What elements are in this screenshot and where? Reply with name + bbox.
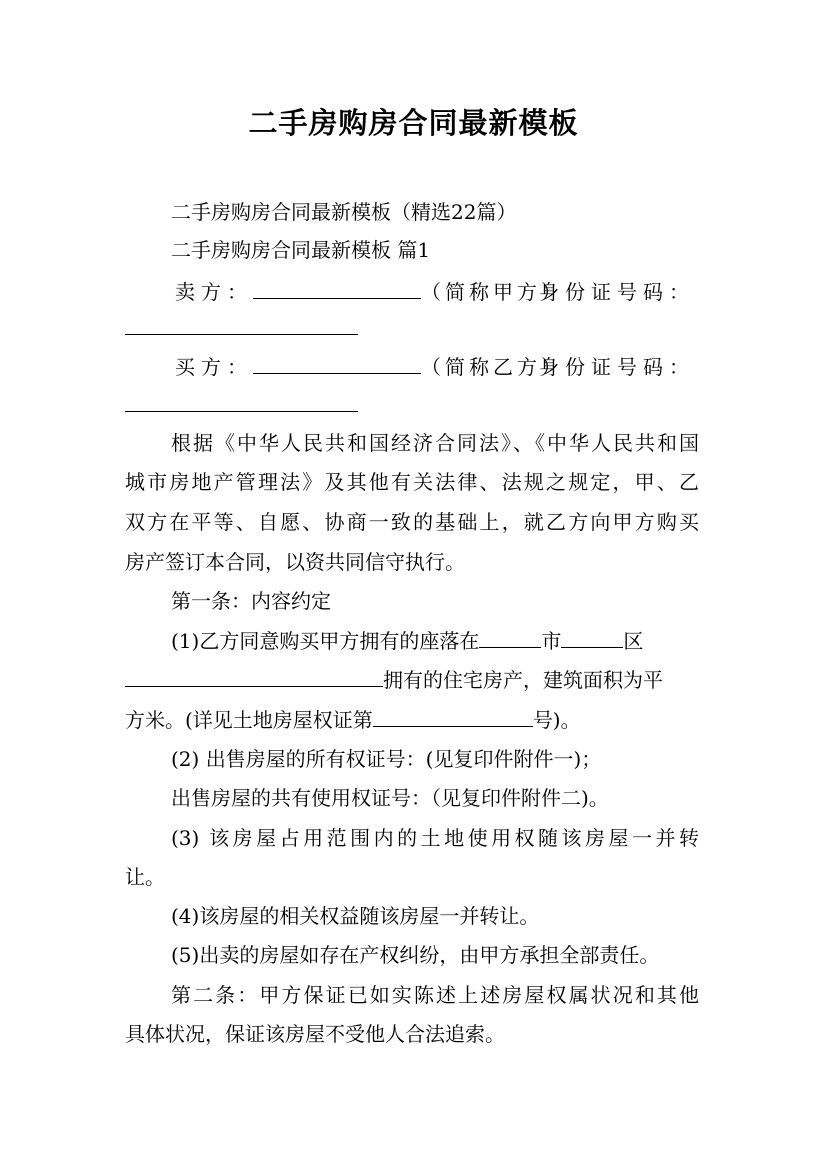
item1-line-3 — [125, 706, 581, 734]
buyer-label: 买方： — [175, 355, 253, 379]
item1-text-a: (1)乙方同意购买甲方拥有的座落在 — [171, 629, 480, 653]
buyer-name-blank — [253, 353, 421, 374]
item1-address-blank — [125, 666, 383, 687]
seller-abbr: （简称甲方） — [421, 280, 565, 304]
preamble-line-4: 房产签订本合同，以资共同信守执行。 — [125, 550, 465, 574]
article1-heading: 第一条：内容约定 — [171, 589, 331, 613]
item3-line-1: (3) 该房屋占用范围内的土地使用权随该房屋一并转 — [171, 826, 699, 850]
preamble-line-1: 根据《中华人民共和国经济合同法》、《中华人民共和国 — [171, 431, 699, 455]
item1-text-c: 方米。(详见土地房屋权证第 — [125, 708, 373, 732]
item2b-line: 出售房屋的共有使用权证号：（见复印件附件二)。 — [171, 786, 609, 810]
section-heading: 二手房购房合同最新模板 篇1 — [171, 238, 431, 262]
document-title: 二手房购房合同最新模板 — [248, 106, 579, 140]
item3-line-2: 让。 — [125, 865, 165, 889]
preamble-line-3: 双方在平等、自愿、协商一致的基础上，就乙方向甲方购买 — [125, 510, 699, 534]
item5-line: (5)出卖的房屋如存在产权纠纷，由甲方承担全部责任。 — [171, 943, 660, 967]
item1-text-b: 拥有的住宅房产，建筑面积为平 — [383, 668, 663, 692]
buyer-id-blank — [125, 411, 358, 412]
seller-id-blank — [125, 334, 358, 335]
item1-city-blank — [479, 627, 541, 648]
item1-text-d: 号)。 — [532, 708, 581, 732]
item2-line: (2) 出售房屋的所有权证号：(见复印件附件一)； — [171, 747, 602, 771]
buyer-line — [175, 353, 695, 381]
buyer-abbr: （简称乙方） — [421, 355, 565, 379]
seller-label: 卖方： — [175, 280, 253, 304]
seller-id-label: 身份证号码： — [539, 280, 695, 304]
article2-line-1: 第二条：甲方保证已如实陈述上述房屋权属状况和其他 — [171, 983, 699, 1007]
buyer-id-label: 身份证号码： — [539, 355, 695, 379]
item1-cert-blank — [373, 706, 533, 727]
item1-district: 区 — [623, 629, 644, 653]
item1-line-1 — [171, 627, 643, 655]
item1-line-2 — [125, 666, 663, 694]
seller-name-blank — [253, 278, 421, 299]
preamble-line-2: 城市房地产管理法》及其他有关法律、法规之规定，甲、乙 — [125, 470, 699, 494]
article2-line-2: 具体状况，保证该房屋不受他人合法追索。 — [125, 1022, 505, 1046]
document-subtitle: 二手房购房合同最新模板（精选22篇） — [171, 200, 517, 224]
item4-line: (4)该房屋的相关权益随该房屋一并转让。 — [171, 904, 540, 928]
seller-line — [175, 278, 695, 306]
item1-city: 市 — [541, 629, 562, 653]
item1-district-blank — [561, 627, 623, 648]
